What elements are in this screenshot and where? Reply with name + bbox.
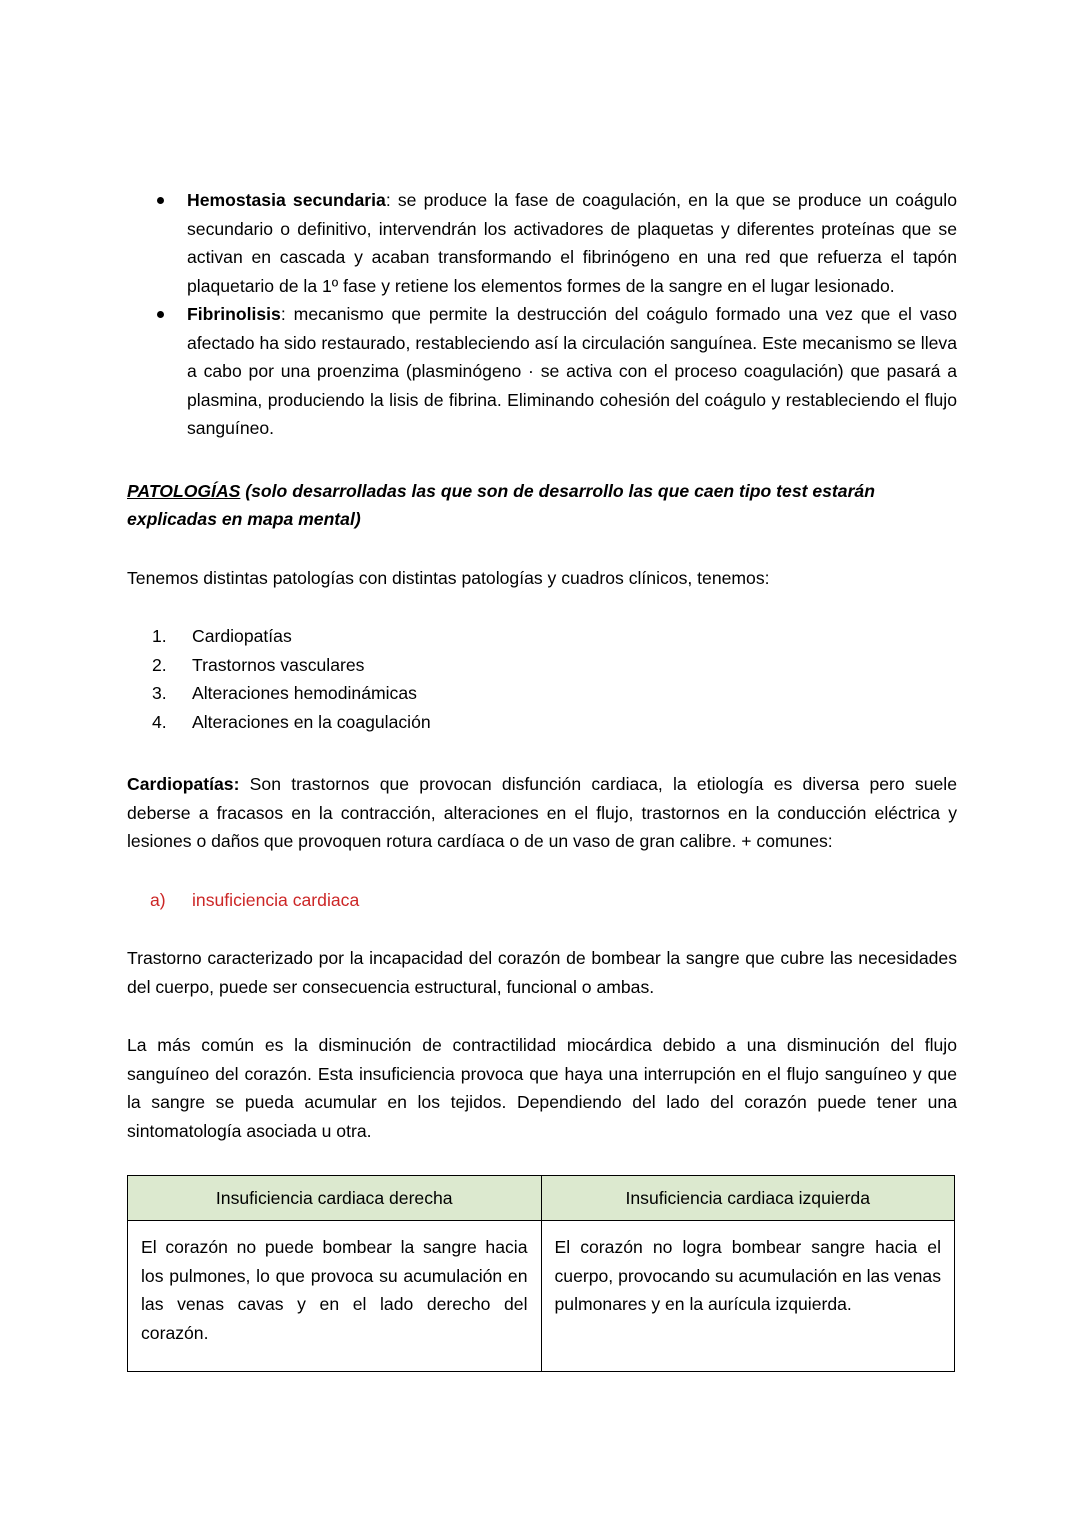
list-item (127, 186, 957, 300)
patologias-heading (127, 477, 957, 534)
spacer (127, 443, 957, 477)
cardiopatias-term: Cardiopatías: (127, 774, 240, 794)
list-item: insuficiencia cardiaca (192, 889, 360, 910)
spacer (127, 856, 957, 886)
bullet-separator: : (280, 304, 294, 324)
spacer (127, 534, 957, 564)
comparison-table-wrapper (127, 1175, 957, 1372)
table-header-cell-derecha: Insuficiencia cardiaca derecha (128, 1176, 542, 1221)
list-item: Alteraciones hemodinámicas (192, 683, 417, 703)
cardiopatias-alpha-list (127, 886, 957, 915)
list-item: Trastornos vasculares (192, 654, 365, 675)
table-header-row (128, 1176, 955, 1221)
bullet-text: se produce la fase de coagulación, en la que se produce un coágulo secundario o definitivo, intervendrán los activadores de plaquetas y diferentes proteínas que se activan en cascada y acaban transformando el fibrinógeno en una red que refuerza el tapón plaquetario de la 1º fase y retiene los elementos formes de la sangre en el lugar lesionado. (187, 190, 957, 296)
trastorno-paragraph: Trastorno caracterizado por la incapacidad del corazón de bombear la sangre que cubre las necesidades del cuerpo, puede ser consecuencia estructural, funcional o ambas. (127, 948, 957, 997)
document-content (127, 186, 957, 1372)
spacer (127, 736, 957, 770)
la-mas-comun-paragraph: La más común es la disminución de contractilidad miocárdica debido a una disminución del flujo sanguíneo del corazón. Esta insuficiencia provoca que haya una interrupción en el flujo sanguíneo y que la sangre se pueda acumular en los tejidos. Dependiendo del lado del corazón puede tener una sintomatología asociada u otra. (127, 1035, 957, 1141)
list-item: Alteraciones en la coagulación (192, 711, 431, 732)
table-body (128, 1221, 955, 1372)
spacer (127, 592, 957, 622)
spacer (127, 1145, 957, 1175)
list-item (127, 300, 957, 443)
bullet-separator: : (385, 190, 398, 210)
table-head (128, 1176, 955, 1221)
bullet-text: mecanismo que permite la destrucción del coágulo formado una vez que el vaso afectado ha sido restaurado, restableciendo así la circulación sanguínea. Este mecanismo se lleva a cabo por una proenzima (plasminógeno · se activa con el proceso coagulación) que pasará a plasmina, produciendo la lisis de fibrina. Eliminando cohesión del coágulo y restableciendo el flujo sanguíneo. (187, 304, 957, 438)
patologias-numbered-list (127, 622, 957, 736)
table-header-cell-izquierda: Insuficiencia cardiaca izquierda (541, 1176, 955, 1221)
table-row (128, 1221, 955, 1372)
insuficiencia-cardiaca-table (127, 1175, 955, 1372)
cardiopatias-paragraph (127, 770, 957, 856)
spacer (127, 914, 957, 944)
hemostasia-bullet-list (127, 186, 957, 443)
cardiopatias-text: Son trastornos que provocan disfunción cardiaca, la etiología es diversa pero suele deberse a fracasos en la contracción, alteraciones en el flujo, trastornos en la conducción eléctrica y lesiones o daños que provoquen rotura cardíaca o de un vaso de gran calibre. + comunes: (127, 774, 957, 851)
bullet-term: Fibrinolisis (187, 304, 281, 324)
bullet-term: Hemostasia secundaria (187, 190, 386, 210)
patologias-note: (solo desarrolladas las que son de desarrollo las que caen tipo test estarán explicadas en mapa mental) (127, 480, 875, 529)
table-cell-derecha: El corazón no puede bombear la sangre hacia los pulmones, lo que provoca su acumulación en las venas cavas y en el lado derecho del corazón. (128, 1221, 542, 1372)
list-item: Cardiopatías (192, 626, 292, 646)
table-cell-izquierda: El corazón no logra bombear sangre hacia el cuerpo, provocando su acumulación en las venas pulmonares y en la aurícula izquierda. (541, 1221, 955, 1372)
spacer (127, 1001, 957, 1031)
patologias-title: PATOLOGÍAS (127, 480, 241, 501)
intro-paragraph: Tenemos distintas patologías con distintas patologías y cuadros clínicos, tenemos: (127, 567, 770, 588)
